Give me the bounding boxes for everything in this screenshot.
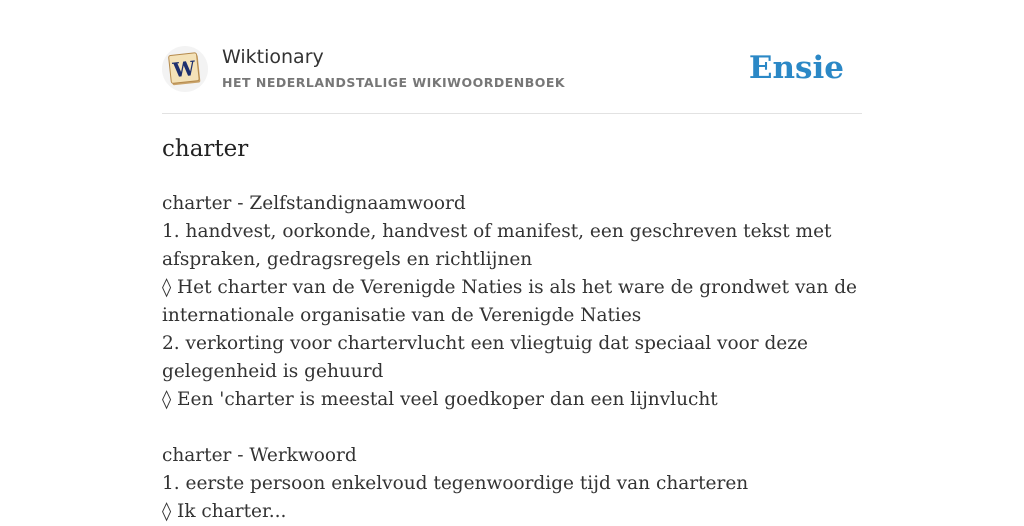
- entry-title: charter: [162, 136, 249, 162]
- example-line: ◊ Een 'charter is meestal veel goedkoper dan een lijnvlucht: [162, 389, 718, 410]
- section-spacer: [162, 414, 862, 442]
- wiktionary-tile-icon: [167, 51, 203, 87]
- wiktionary-logo[interactable]: [162, 46, 208, 92]
- logo-letter: W: [171, 55, 197, 83]
- section-heading: charter - Werkwoord: [162, 445, 357, 466]
- section-heading: charter - Zelfstandignaamwoord: [162, 193, 466, 214]
- example-line: ◊ Ik charter...: [162, 501, 287, 522]
- entry-content: [162, 190, 862, 526]
- header-divider: [162, 113, 862, 114]
- definition-line: 1. eerste persoon enkelvoud tegenwoordige tijd van charteren: [162, 473, 749, 494]
- section-noun: [162, 190, 862, 414]
- ensie-brand-link[interactable]: Ensie: [748, 50, 844, 86]
- site-subtitle: HET NEDERLANDSTALIGE WIKIWOORDENBOEK: [222, 75, 566, 90]
- page: [162, 0, 862, 522]
- example-line: ◊ Het charter van de Verenigde Naties is als het ware de grondwet van de internationale organisatie van de Verenigde Naties: [162, 277, 858, 326]
- section-verb: [162, 442, 862, 526]
- definition-line: 2. verkorting voor chartervlucht een vliegtuig dat speciaal voor deze gelegenheid is gehuurd: [162, 333, 808, 382]
- site-title[interactable]: Wiktionary: [222, 46, 324, 68]
- site-header: [162, 44, 862, 96]
- definition-line: 1. handvest, oorkonde, handvest of manifest, een geschreven tekst met afspraken, gedragsregels en richtlijnen: [162, 221, 832, 270]
